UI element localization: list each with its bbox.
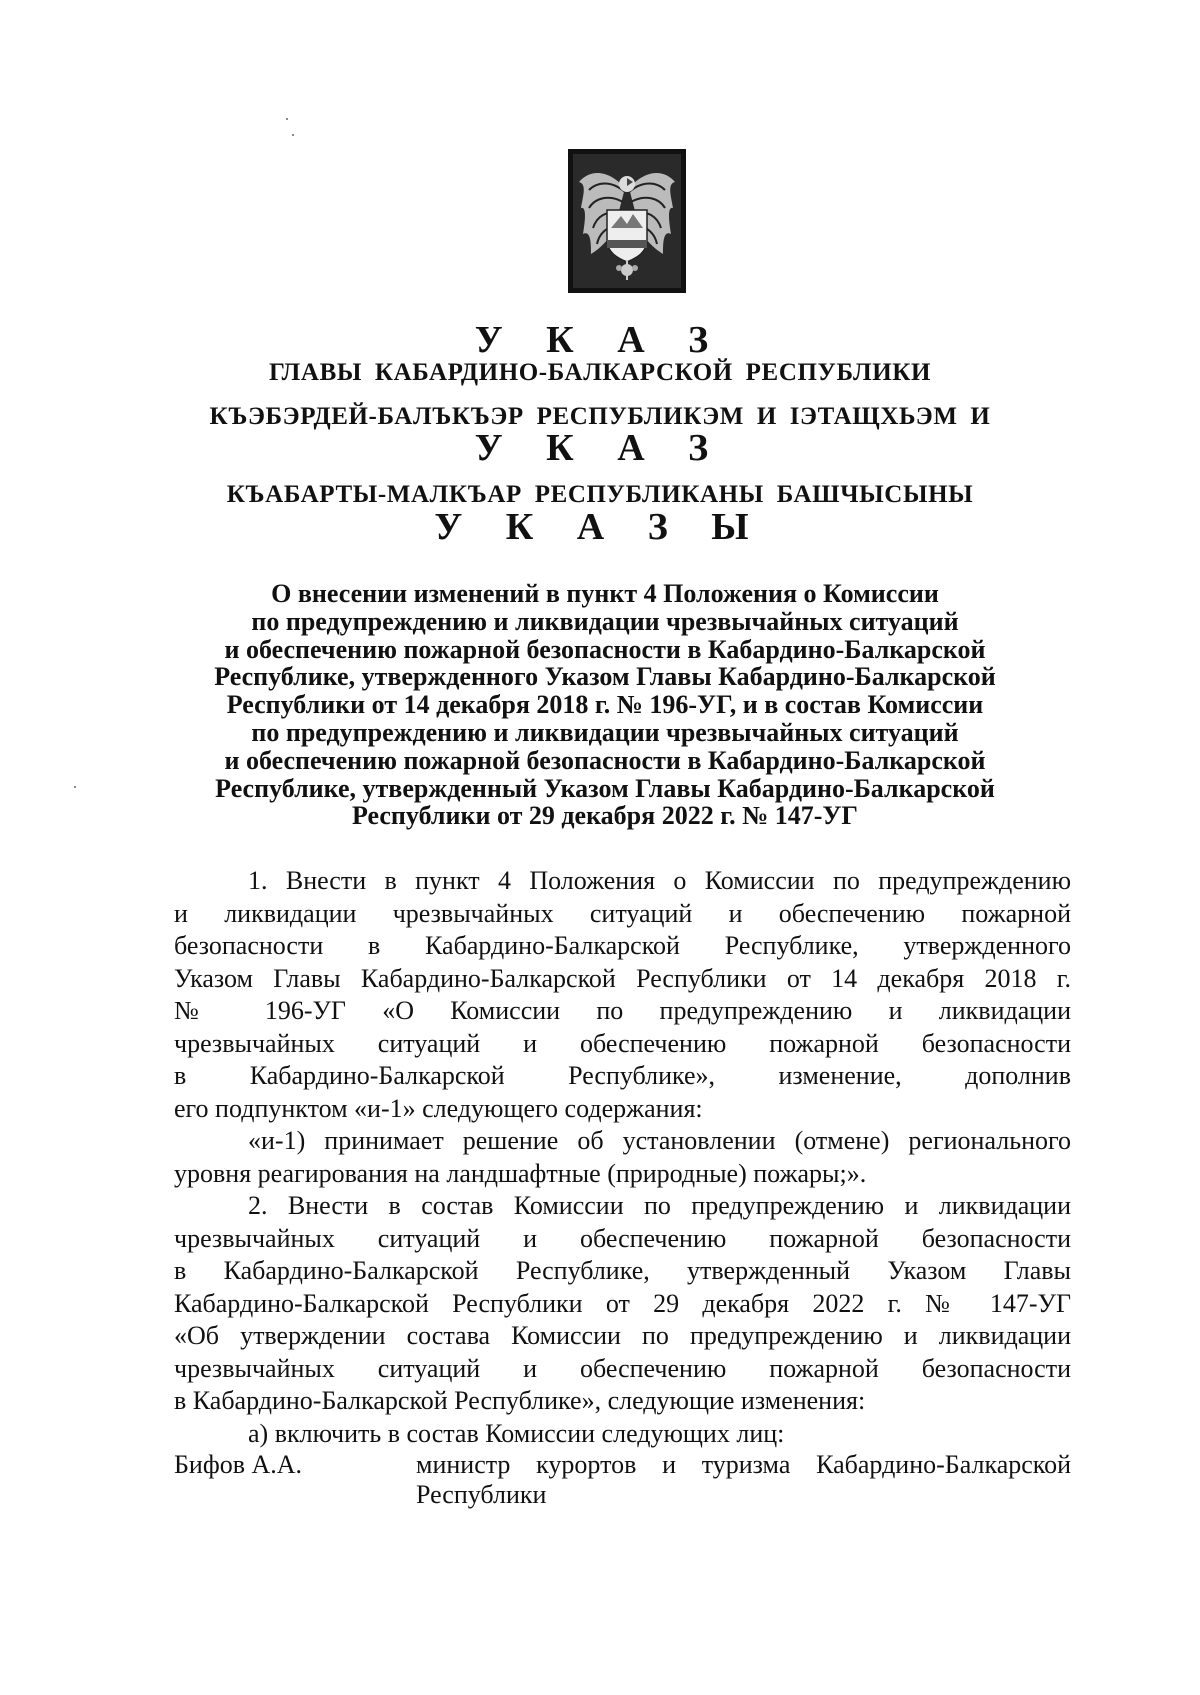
emblem	[567, 148, 687, 294]
ukaz-title-ru: У К А З	[474, 319, 726, 361]
member-position	[416, 1450, 1071, 1510]
body-line: в Кабардино-Балкарской Республике, утвержденный Указом Главы	[174, 1256, 1071, 1285]
decree-subject	[160, 580, 1050, 830]
subject-line: и обеспечению пожарной безопасности в Кабардино-Балкарской	[224, 634, 986, 664]
body-line: безопасности в Кабардино-Балкарской Республике, утвержденного	[174, 931, 1071, 960]
scan-speck	[74, 786, 76, 788]
body-line: чрезвычайных ситуаций и обеспечению пожарной безопасности	[174, 1223, 1071, 1253]
subject-line: О внесении изменений в пункт 4 Положения о Комиссии	[271, 579, 939, 608]
body-line: и ликвидации чрезвычайных ситуаций и обеспечению пожарной	[174, 898, 1071, 928]
kbr-coat-of-arms-icon	[567, 148, 687, 294]
body-line: Кабардино-Балкарской Республики от 29 декабря 2022 г. № 147-УГ	[174, 1288, 1071, 1318]
member-position-line: министр курортов и туризма Кабардино-Балкарской	[416, 1450, 1071, 1479]
ukaz-title-krc: У К А З Ы	[434, 506, 766, 548]
subject-line: и обеспечению пожарной безопасности в Кабардино-Балкарской	[224, 745, 986, 775]
title-krc: КЪАБАРТЫ-МАЛКЪАР РЕСПУБЛИКАНЫ БАШЧЫСЫНЫ	[226, 481, 974, 508]
body-line: чрезвычайных ситуаций и обеспечению пожарной безопасности	[174, 1028, 1071, 1058]
ukaz-title-kbd: У К А З	[474, 427, 726, 469]
body-line: в Кабардино-Балкарской Республике», следующие изменения:	[174, 1386, 866, 1415]
body-line: 2. Внести в состав Комиссии по предупреждению и ликвидации	[248, 1191, 1071, 1220]
body-line: в Кабардино-Балкарской Республике», изменение, дополнив	[174, 1061, 1071, 1090]
body-line: а) включить в состав Комиссии следующих лиц:	[248, 1418, 785, 1448]
subject-line: Республике, утвержденный Указом Главы Кабардино-Балкарской	[215, 773, 995, 803]
body-line: уровня реагирования на ландшафтные (природные) пожары;».	[174, 1158, 867, 1188]
subject-line: Республике, утвержденного Указом Главы Кабардино-Балкарской	[214, 662, 996, 692]
decree-body	[174, 865, 1071, 1450]
member-position-line: Республики	[416, 1480, 547, 1509]
scan-speck	[286, 118, 288, 120]
body-line: его подпунктом «и-1» следующего содержания:	[174, 1093, 703, 1123]
subject-line: Республики от 29 декабря 2022 г. № 147-УГ	[352, 801, 858, 831]
subject-line: по предупреждению и ликвидации чрезвычайных ситуаций	[251, 717, 959, 747]
body-line: Указом Главы Кабардино-Балкарской Республики от 14 декабря 2018 г.	[174, 963, 1071, 993]
body-line: 1. Внести в пункт 4 Положения о Комиссии по предупреждению	[248, 866, 1071, 895]
title-ru: ГЛАВЫ КАБАРДИНО-БАЛКАРСКОЙ РЕСПУБЛИКИ	[268, 359, 932, 386]
body-line: «и-1) принимает решение об установлении (отмене) регионального	[248, 1126, 1071, 1155]
subject-line: по предупреждению и ликвидации чрезвычайных ситуаций	[251, 606, 959, 636]
body-line: чрезвычайных ситуаций и обеспечению пожарной безопасности	[174, 1353, 1071, 1383]
body-line: № 196-УГ «О Комиссии по предупреждению и ликвидации	[174, 996, 1071, 1025]
body-line: «Об утверждении состава Комиссии по предупреждению и ликвидации	[174, 1321, 1071, 1350]
member-name: Бифов А.А.	[174, 1450, 303, 1479]
scan-speck	[292, 134, 294, 136]
subject-line: Республики от 14 декабря 2018 г. № 196-УГ, и в состав Комиссии	[226, 690, 984, 720]
title-kbd: КЪЭБЭРДЕЙ-БАЛЪКЪЭР РЕСПУБЛИКЭМ И ІЭТАЩХЬЭМ И	[209, 403, 991, 430]
